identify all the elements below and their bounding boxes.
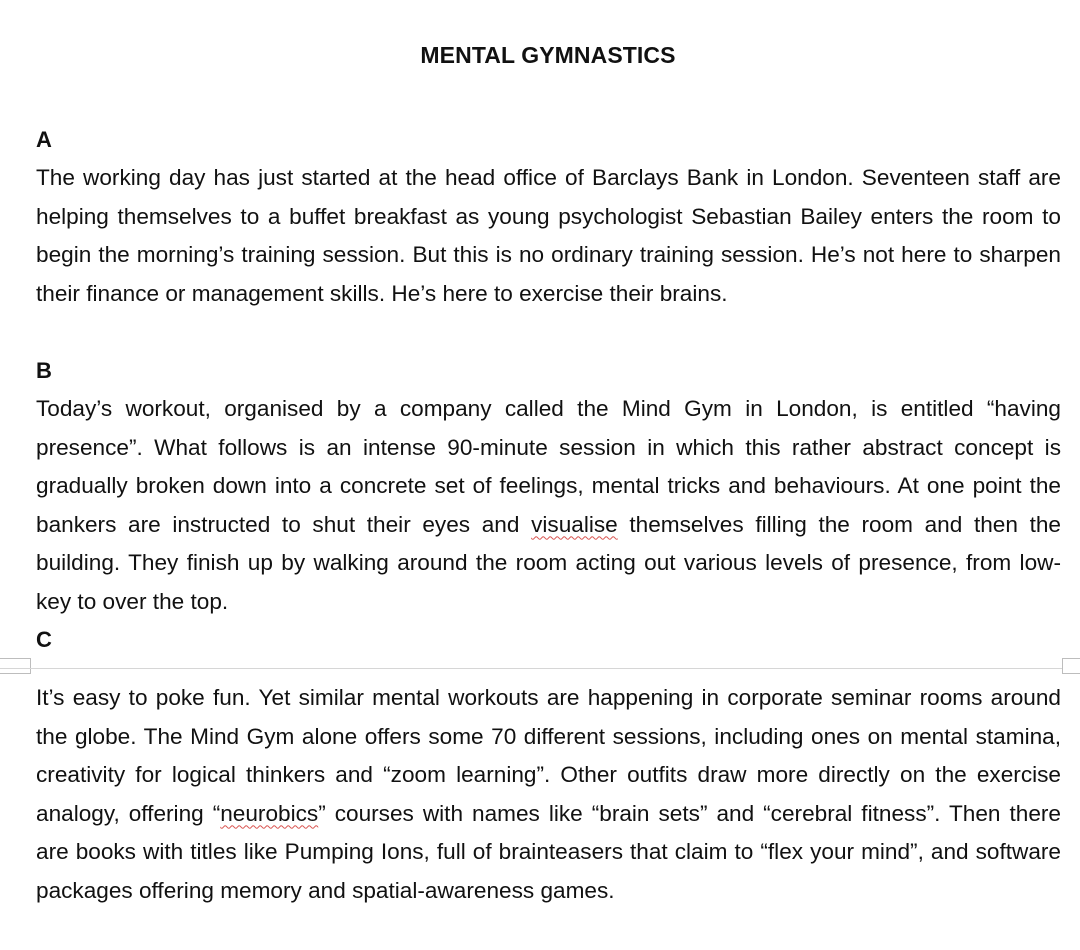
page-break-divider xyxy=(0,668,1080,669)
paragraph-b-text-end: themselves filling the room and then the building. They finish up by walking around the room acting out various levels of presence, from low-key to over the top. xyxy=(36,511,1061,614)
section-letter-c: C xyxy=(36,627,52,652)
spellcheck-flagged-word[interactable]: visualise xyxy=(531,511,618,537)
paragraph-c-text-start: It’s easy to poke fun. Yet similar mental workouts are happening in corporate seminar rooms around the globe. The Mind Gym alone offers some 70 different sessions, including ones on mental stamina, creativity for logical thinkers and “zoom learning”. Other outfits draw more directly on the exercise analogy, offering “ xyxy=(36,685,1061,826)
section-letter-b: B xyxy=(36,358,52,383)
page-margin-marker-left xyxy=(0,658,31,674)
paragraph-b xyxy=(36,390,1061,621)
paragraph-a: The working day has just started at the head office of Barclays Bank in London. Seventeen staff are helping themselves to a buffet breakfast as young psychologist Sebastian Bailey enters the room to begin the morning’s training session. But this is no ordinary training session. He’s not here to sharpen their finance or management skills. He’s here to exercise their brains. xyxy=(36,165,1061,306)
section-letter-a: A xyxy=(36,127,52,152)
paragraph-c-text-end: ” courses with names like “brain sets” and “cerebral fitness”. Then there are books with titles like Pumping Ions, full of brainteasers that claim to “flex your mind”, and software packages offering memory and spatial-awareness games. xyxy=(36,800,1062,903)
page-margin-marker-right xyxy=(1062,658,1080,674)
spellcheck-flagged-word[interactable]: neurobics xyxy=(220,800,319,826)
paragraph-b-text-start: Today’s workout, organised by a company called the Mind Gym in London, is entitled “having presence”. What follows is an intense 90-minute session in which this rather abstract concept is gradually broken down into a concrete set of feelings, mental tricks and behaviours. At one point the bankers are instructed to shut their eyes and xyxy=(36,396,1061,537)
paragraph-c xyxy=(36,679,1061,910)
document-title: MENTAL GYMNASTICS xyxy=(420,42,676,68)
